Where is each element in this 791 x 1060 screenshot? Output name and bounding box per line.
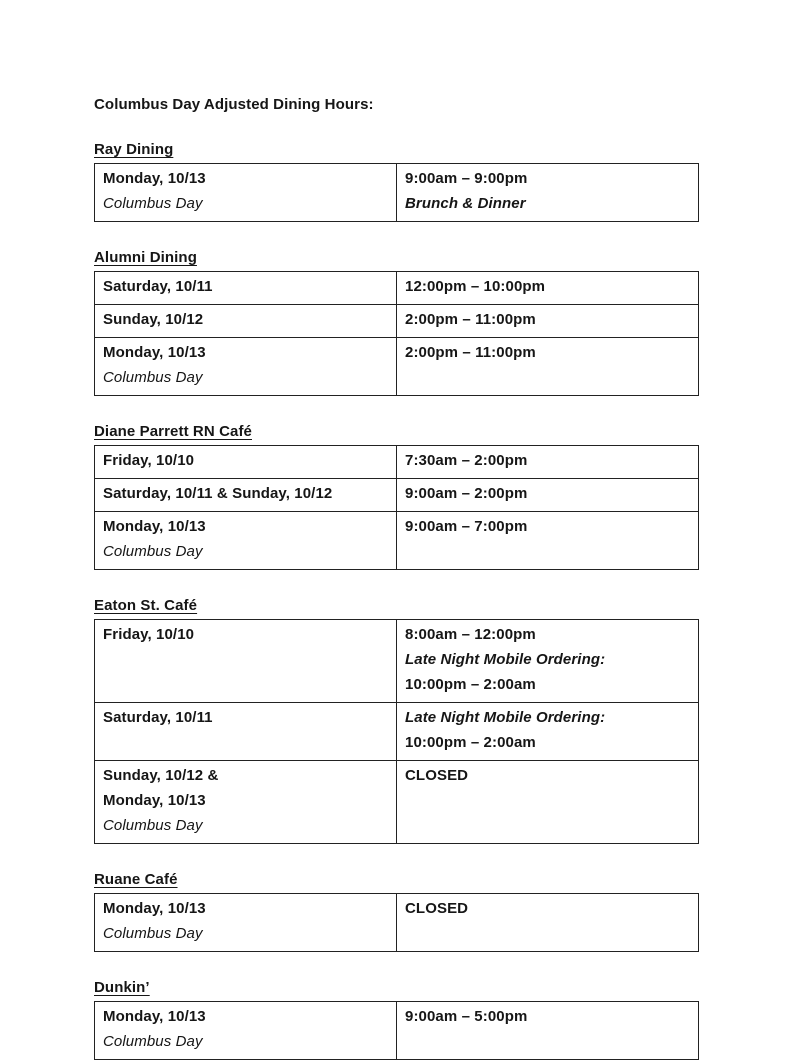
day-cell — [95, 164, 397, 222]
table-row — [95, 479, 699, 512]
cell-line: 9:00am – 5:00pm — [405, 1008, 528, 1025]
hours-cell — [397, 272, 699, 305]
table-row — [95, 1002, 699, 1060]
cell-line: 10:00pm – 2:00am — [405, 676, 536, 693]
section-heading: Eaton St. Café — [94, 597, 198, 614]
cell-line: Saturday, 10/11 — [103, 709, 213, 726]
cell-line: 9:00am – 7:00pm — [405, 518, 528, 535]
day-cell — [95, 338, 397, 396]
cell-line: Brunch & Dinner — [405, 195, 526, 212]
hours-cell — [397, 479, 699, 512]
day-cell — [95, 272, 397, 305]
cell-line: Late Night Mobile Ordering: — [405, 709, 606, 726]
day-cell — [95, 761, 397, 844]
cell-line: Monday, 10/13 — [103, 900, 206, 917]
cell-line: Monday, 10/13 — [103, 1008, 206, 1025]
cell-line: Friday, 10/10 — [103, 452, 195, 469]
cell-line: 10:00pm – 2:00am — [405, 734, 536, 751]
day-cell — [95, 620, 397, 703]
cell-line: 2:00pm – 11:00pm — [405, 344, 536, 361]
hours-table — [94, 163, 699, 222]
section-heading: Ruane Café — [94, 871, 178, 888]
hours-cell — [397, 305, 699, 338]
hours-table — [94, 893, 699, 952]
cell-line: Columbus Day — [103, 1033, 203, 1050]
table-row — [95, 272, 699, 305]
hours-table — [94, 445, 699, 570]
cell-line: 7:30am – 2:00pm — [405, 452, 528, 469]
table-row — [95, 305, 699, 338]
hours-cell — [397, 1002, 699, 1060]
day-cell — [95, 703, 397, 761]
cell-line: Friday, 10/10 — [103, 626, 195, 643]
table-row — [95, 164, 699, 222]
table-row — [95, 894, 699, 952]
hours-table — [94, 1001, 699, 1060]
cell-line: Columbus Day — [103, 369, 203, 386]
cell-line: Columbus Day — [103, 817, 203, 834]
cell-line: Monday, 10/13 — [103, 170, 206, 187]
hours-table — [94, 619, 699, 844]
hours-cell — [397, 164, 699, 222]
day-cell — [95, 479, 397, 512]
table-row — [95, 338, 699, 396]
cell-line: Sunday, 10/12 & — [103, 767, 219, 784]
cell-line: 8:00am – 12:00pm — [405, 626, 536, 643]
section-heading: Diane Parrett RN Café — [94, 423, 252, 440]
hours-cell — [397, 338, 699, 396]
section-heading: Dunkin’ — [94, 979, 150, 996]
cell-line: Saturday, 10/11 — [103, 278, 213, 295]
cell-line: 12:00pm – 10:00pm — [405, 278, 546, 295]
hours-cell — [397, 894, 699, 952]
hours-cell — [397, 512, 699, 570]
table-row — [95, 761, 699, 844]
cell-line: Monday, 10/13 — [103, 344, 206, 361]
cell-line: 9:00am – 2:00pm — [405, 485, 528, 502]
hours-cell — [397, 761, 699, 844]
table-row — [95, 703, 699, 761]
day-cell — [95, 512, 397, 570]
hours-cell — [397, 446, 699, 479]
cell-line: Columbus Day — [103, 543, 203, 560]
page-title: Columbus Day Adjusted Dining Hours: — [94, 96, 374, 113]
cell-line: Columbus Day — [103, 925, 203, 942]
cell-line: 9:00am – 9:00pm — [405, 170, 528, 187]
table-row — [95, 512, 699, 570]
cell-line: Columbus Day — [103, 195, 203, 212]
section-heading: Ray Dining — [94, 141, 174, 158]
hours-cell — [397, 703, 699, 761]
day-cell — [95, 305, 397, 338]
cell-line: Late Night Mobile Ordering: — [405, 651, 606, 668]
cell-line: Monday, 10/13 — [103, 518, 206, 535]
hours-table — [94, 271, 699, 396]
cell-line: Monday, 10/13 — [103, 792, 206, 809]
cell-line: CLOSED — [405, 900, 469, 917]
cell-line: CLOSED — [405, 767, 469, 784]
day-cell — [95, 1002, 397, 1060]
day-cell — [95, 446, 397, 479]
sections — [94, 141, 698, 1060]
day-cell — [95, 894, 397, 952]
hours-cell — [397, 620, 699, 703]
cell-line: 2:00pm – 11:00pm — [405, 311, 536, 328]
cell-line: Sunday, 10/12 — [103, 311, 204, 328]
section-heading: Alumni Dining — [94, 249, 197, 266]
cell-line: Saturday, 10/11 & Sunday, 10/12 — [103, 485, 333, 502]
table-row — [95, 446, 699, 479]
table-row — [95, 620, 699, 703]
